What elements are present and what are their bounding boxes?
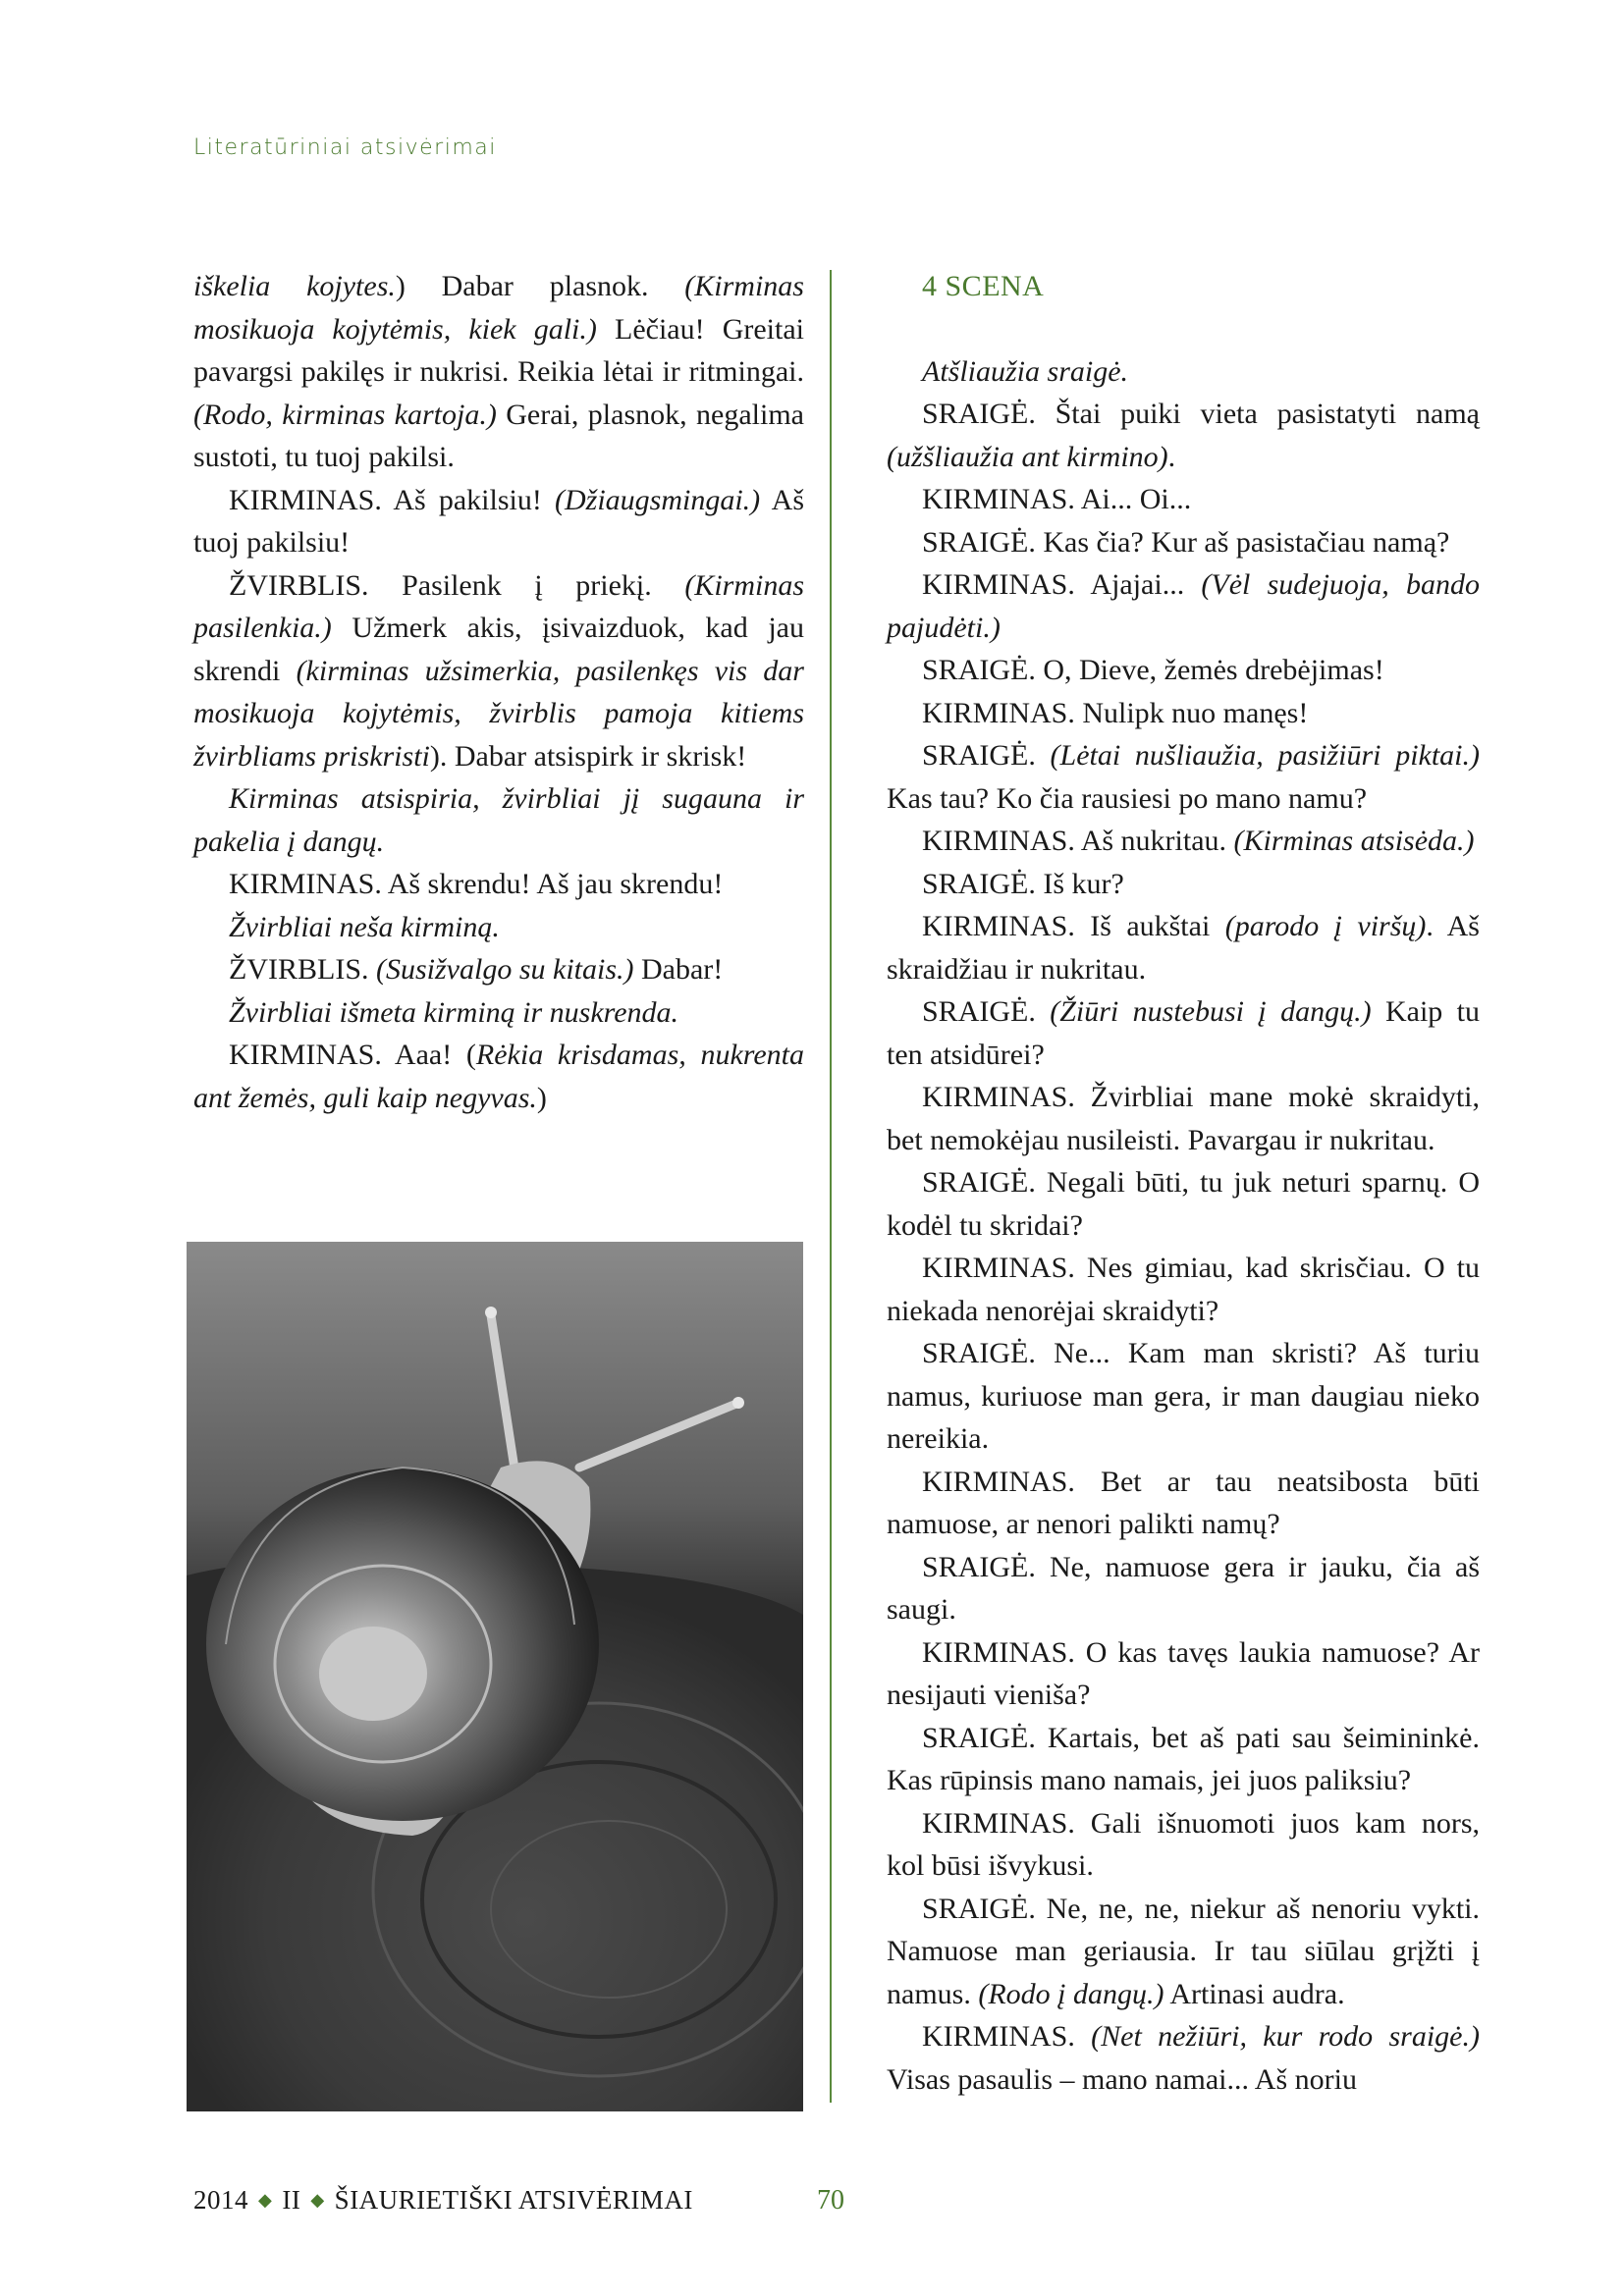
dialogue-text: KIRMINAS. Aš pakilsiu! bbox=[229, 483, 555, 516]
stage-direction: Kirminas atsispiria, žvirbliai jį sugauna ir pakelia į dangų. bbox=[193, 782, 804, 858]
snail-photo bbox=[187, 1242, 803, 2111]
right-text-column bbox=[887, 265, 1480, 2101]
dialogue-text: SRAIGĖ. bbox=[922, 739, 1051, 772]
dialogue-text: KIRMINAS. Iš aukštai bbox=[922, 910, 1225, 942]
dialogue-paragraph bbox=[887, 1717, 1480, 1802]
dialogue-paragraph bbox=[887, 734, 1480, 820]
dialogue-text: ) Dabar plasnok. bbox=[395, 270, 685, 302]
dialogue-paragraph bbox=[887, 1161, 1480, 1247]
dialogue-paragraph bbox=[887, 1546, 1480, 1631]
dialogue-paragraph bbox=[193, 991, 804, 1035]
stage-direction: Atšliaužia sraigė. bbox=[922, 354, 1129, 388]
dialogue-text: ŽVIRBLIS. bbox=[229, 953, 376, 986]
dialogue-paragraph bbox=[193, 906, 804, 949]
dialogue-paragraph bbox=[887, 350, 1480, 394]
dialogue-text: Užmerk akis, įsivaizduok, kad jau skrendi bbox=[193, 612, 804, 687]
stage-direction: (kirminas užsimerkia, pasilenkęs vis dar mosikuoja kojytėmis, žvirblis pamoja kitiems žvirbliams priskristi bbox=[193, 654, 804, 773]
dialogue-paragraph bbox=[887, 905, 1480, 990]
diamond-separator-icon: ◆ bbox=[310, 2190, 325, 2210]
dialogue-text: ). Dabar atsispirk ir skrisk! bbox=[429, 739, 747, 773]
dialogue-paragraph bbox=[193, 1034, 804, 1119]
stage-direction: (Džiaugsmingai.) bbox=[554, 483, 761, 516]
dialogue-text: Visas pasaulis – mano namai... Aš noriu bbox=[887, 2062, 1357, 2096]
stage-direction: (Lėtai nušliaužia, pasižiūri piktai.) bbox=[1050, 739, 1480, 772]
stage-direction: (Kirminas pasilenkia.) bbox=[193, 568, 804, 644]
stage-direction: (parodo į viršų) bbox=[1224, 910, 1427, 942]
dialogue-paragraph bbox=[887, 1076, 1480, 1161]
dialogue-text: KIRMINAS. Žvirbliai mane mokė skraidyti, bet nemokėjau nusileisti. Pavargau ir nukritau. bbox=[887, 1081, 1480, 1156]
dialogue-paragraph bbox=[193, 564, 804, 778]
dialogue-paragraph bbox=[887, 478, 1480, 521]
dialogue-text: Dabar! bbox=[633, 953, 724, 986]
dialogue-text: Lėčiau! Greitai pavargsi pakilęs ir nukrisi. Reikia lėtai ir ritmingai. bbox=[193, 312, 804, 388]
dialogue-text: KIRMINAS. Aaa! ( bbox=[229, 1039, 476, 1071]
dialogue-paragraph bbox=[887, 990, 1480, 1076]
column-divider bbox=[830, 270, 832, 2103]
stage-direction: (Kirminas atsisėda.) bbox=[1233, 825, 1475, 857]
stage-direction: (Susižvalgo su kitais.) bbox=[376, 953, 634, 986]
dialogue-paragraph bbox=[193, 479, 804, 564]
dialogue-text: Artinasi audra. bbox=[1164, 1977, 1345, 2010]
footer-issue: II bbox=[282, 2185, 301, 2215]
dialogue-text: . Aš skraidžiau ir nukritau. bbox=[887, 910, 1480, 986]
dialogue-paragraph bbox=[193, 863, 804, 906]
dialogue-text: ŽVIRBLIS. Pasilenk į priekį. bbox=[229, 568, 685, 602]
footer-journal-title: ŠIAURIETIŠKI ATSIVĖRIMAI bbox=[334, 2185, 693, 2215]
stage-direction: (Net nežiūri, kur rodo sraigė.) bbox=[1091, 2020, 1480, 2053]
stage-direction: (užšliaužia ant kirmino) bbox=[887, 440, 1168, 473]
dialogue-text: SRAIGĖ. Ne... Kam man skristi? Aš turiu namus, kuriuose man gera, ir man daugiau nieko nereikia. bbox=[887, 1337, 1480, 1455]
diamond-separator-icon: ◆ bbox=[258, 2190, 273, 2210]
dialogue-text: SRAIGĖ. Štai puiki vieta pasistatyti namą bbox=[922, 398, 1480, 430]
dialogue-paragraph bbox=[887, 1631, 1480, 1717]
dialogue-text: . bbox=[1167, 440, 1176, 473]
dialogue-text: KIRMINAS. Nes gimiau, kad skrisčiau. O tu niekada nenorėjai skraidyti? bbox=[887, 1252, 1480, 1327]
dialogue-text: SRAIGĖ. Ne, ne, ne, niekur aš nenoriu vykti. Namuose man geriausia. Ir tau siūlau grįžti į namus. bbox=[887, 1892, 1480, 2010]
dialogue-text: KIRMINAS. Gali išnuomoti juos kam nors, kol būsi išvykusi. bbox=[887, 1806, 1480, 1882]
dialogue-text: ) bbox=[536, 1081, 547, 1114]
dialogue-paragraph bbox=[193, 777, 804, 863]
dialogue-text: SRAIGĖ. Negali būti, tu juk neturi sparnų. O kodėl tu skridai? bbox=[887, 1166, 1480, 1242]
dialogue-text: KIRMINAS. bbox=[922, 2020, 1092, 2053]
dialogue-text: KIRMINAS. Ai... Oi... bbox=[922, 483, 1192, 515]
snail-image-icon bbox=[187, 1242, 803, 2111]
dialogue-text: KIRMINAS. Aš skrendu! Aš jau skrendu! bbox=[229, 868, 724, 900]
stage-direction: iškelia kojytes. bbox=[193, 270, 396, 302]
dialogue-paragraph bbox=[193, 948, 804, 991]
dialogue-text: SRAIGĖ. bbox=[922, 995, 1051, 1028]
left-text-column bbox=[193, 265, 804, 1119]
running-header: Literatūriniai atsivėrimai bbox=[193, 135, 497, 160]
dialogue-text: KIRMINAS. Aš nukritau. bbox=[922, 825, 1234, 857]
stage-direction: (Rodo į dangų.) bbox=[978, 1977, 1164, 2010]
dialogue-text: Kaip tu ten atsidūrei? bbox=[887, 995, 1480, 1071]
page-number: 70 bbox=[817, 2185, 844, 2216]
dialogue-paragraph bbox=[887, 1247, 1480, 1332]
dialogue-text: KIRMINAS. Ajajai... bbox=[922, 568, 1202, 601]
dialogue-paragraph bbox=[887, 1461, 1480, 1546]
dialogue-text: KIRMINAS. O kas tavęs laukia namuose? Ar nesijauti vieniša? bbox=[887, 1635, 1480, 1711]
dialogue-text: Kas tau? Ko čia rausiesi po mano namu? bbox=[887, 781, 1368, 815]
dialogue-text: KIRMINAS. Nulipk nuo manęs! bbox=[922, 696, 1309, 729]
scene-dialogue bbox=[887, 350, 1480, 2102]
stage-direction: (Rodo, kirminas kartoja.) bbox=[193, 398, 497, 431]
footer-year: 2014 bbox=[193, 2185, 248, 2215]
dialogue-text: Gerai, plasnok, negalima sustoti, tu tuoj pakilsi. bbox=[193, 398, 805, 473]
scene-heading: 4 SCENA bbox=[922, 270, 1045, 302]
dialogue-paragraph bbox=[887, 2015, 1480, 2101]
stage-direction: (Kirminas mosikuoja kojytėmis, kiek gali.) bbox=[193, 270, 804, 346]
dialogue-paragraph bbox=[887, 820, 1480, 863]
stage-direction: (Žiūri nustebusi į dangų.) bbox=[1050, 995, 1372, 1028]
dialogue-paragraph bbox=[887, 692, 1480, 735]
dialogue-text: SRAIGĖ. Kas čia? Kur aš pasistačiau namą? bbox=[922, 525, 1450, 559]
footer-journal-info bbox=[193, 2185, 693, 2216]
stage-direction: Žvirbliai neša kirminą. bbox=[229, 910, 500, 943]
dialogue-paragraph bbox=[193, 265, 804, 479]
dialogue-paragraph bbox=[887, 863, 1480, 906]
stage-direction: Žvirbliai išmeta kirminą ir nuskrenda. bbox=[229, 995, 679, 1029]
dialogue-paragraph bbox=[887, 521, 1480, 564]
dialogue-text: SRAIGĖ. Ne, namuose gera ir jauku, čia aš saugi. bbox=[887, 1550, 1480, 1626]
dialogue-paragraph bbox=[887, 1802, 1480, 1888]
stage-direction: (Vėl sudejuoja, bando pajudėti.) bbox=[887, 568, 1480, 644]
dialogue-paragraph bbox=[887, 1332, 1480, 1461]
dialogue-text: KIRMINAS. Bet ar tau neatsibosta būti namuose, ar nenori palikti namų? bbox=[887, 1465, 1480, 1540]
dialogue-text: SRAIGĖ. Iš kur? bbox=[922, 867, 1124, 900]
dialogue-text: Aš tuoj pakilsiu! bbox=[193, 483, 804, 559]
dialogue-text: SRAIGĖ. O, Dieve, žemės drebėjimas! bbox=[922, 654, 1384, 686]
stage-direction: Rėkia krisdamas, nukrenta ant žemės, guli kaip negyvas. bbox=[193, 1039, 804, 1114]
dialogue-paragraph bbox=[887, 393, 1480, 478]
dialogue-paragraph bbox=[887, 1888, 1480, 2016]
dialogue-paragraph bbox=[887, 563, 1480, 649]
dialogue-text: SRAIGĖ. Kartais, bet aš pati sau šeimininkė. Kas rūpinsis mano namais, jei juos paliksiu? bbox=[887, 1721, 1480, 1796]
dialogue-paragraph bbox=[887, 649, 1480, 692]
